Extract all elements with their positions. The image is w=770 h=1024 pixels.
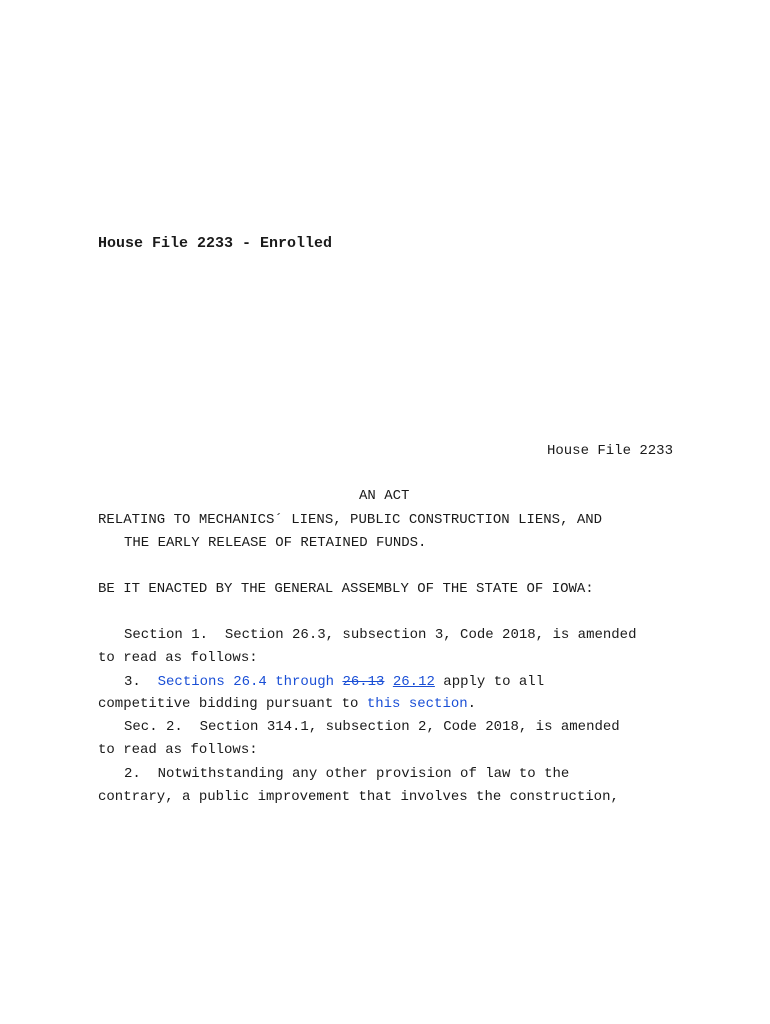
act-heading: AN ACT bbox=[359, 488, 410, 504]
section-2-line-4: contrary, a public improvement that involves the construction, bbox=[98, 789, 619, 805]
relating-clause-line-1: RELATING TO MECHANICS´ LIENS, PUBLIC CONSTRUCTION LIENS, AND bbox=[98, 512, 603, 528]
relating-clause-line-2: THE EARLY RELEASE OF RETAINED FUNDS. bbox=[124, 535, 427, 551]
section-1-line-2: to read as follows: bbox=[98, 650, 258, 666]
section-2-line-2: to read as follows: bbox=[98, 742, 258, 758]
bill-file-label: House File 2233 bbox=[546, 443, 673, 459]
inserted-text[interactable]: 26.12 bbox=[392, 674, 435, 690]
this-section-link[interactable]: this section bbox=[366, 696, 468, 712]
period: . bbox=[467, 696, 477, 712]
subsection-number: 3. bbox=[124, 674, 158, 690]
section-1-line-1: Section 1. Section 26.3, subsection 3, Code 2018, is amended bbox=[124, 627, 637, 643]
section-2-line-1: Sec. 2. Section 314.1, subsection 2, Code 2018, is amended bbox=[124, 719, 620, 735]
enacting-clause: BE IT ENACTED BY THE GENERAL ASSEMBLY OF THE STATE OF IOWA: bbox=[98, 581, 594, 597]
struck-text[interactable]: 26.13 bbox=[342, 674, 385, 690]
spacer bbox=[384, 674, 392, 690]
document-title: House File 2233 - Enrolled bbox=[98, 235, 333, 252]
section-1-line-3 bbox=[124, 674, 544, 690]
sections-link[interactable]: Sections 26.4 through bbox=[157, 674, 335, 690]
section-2-line-3: 2. Notwithstanding any other provision of law to the bbox=[124, 766, 570, 782]
section-1-line-4-text: competitive bidding pursuant to bbox=[98, 696, 367, 712]
section-1-line-4 bbox=[98, 696, 476, 712]
section-1-tail: apply to all bbox=[434, 674, 545, 690]
